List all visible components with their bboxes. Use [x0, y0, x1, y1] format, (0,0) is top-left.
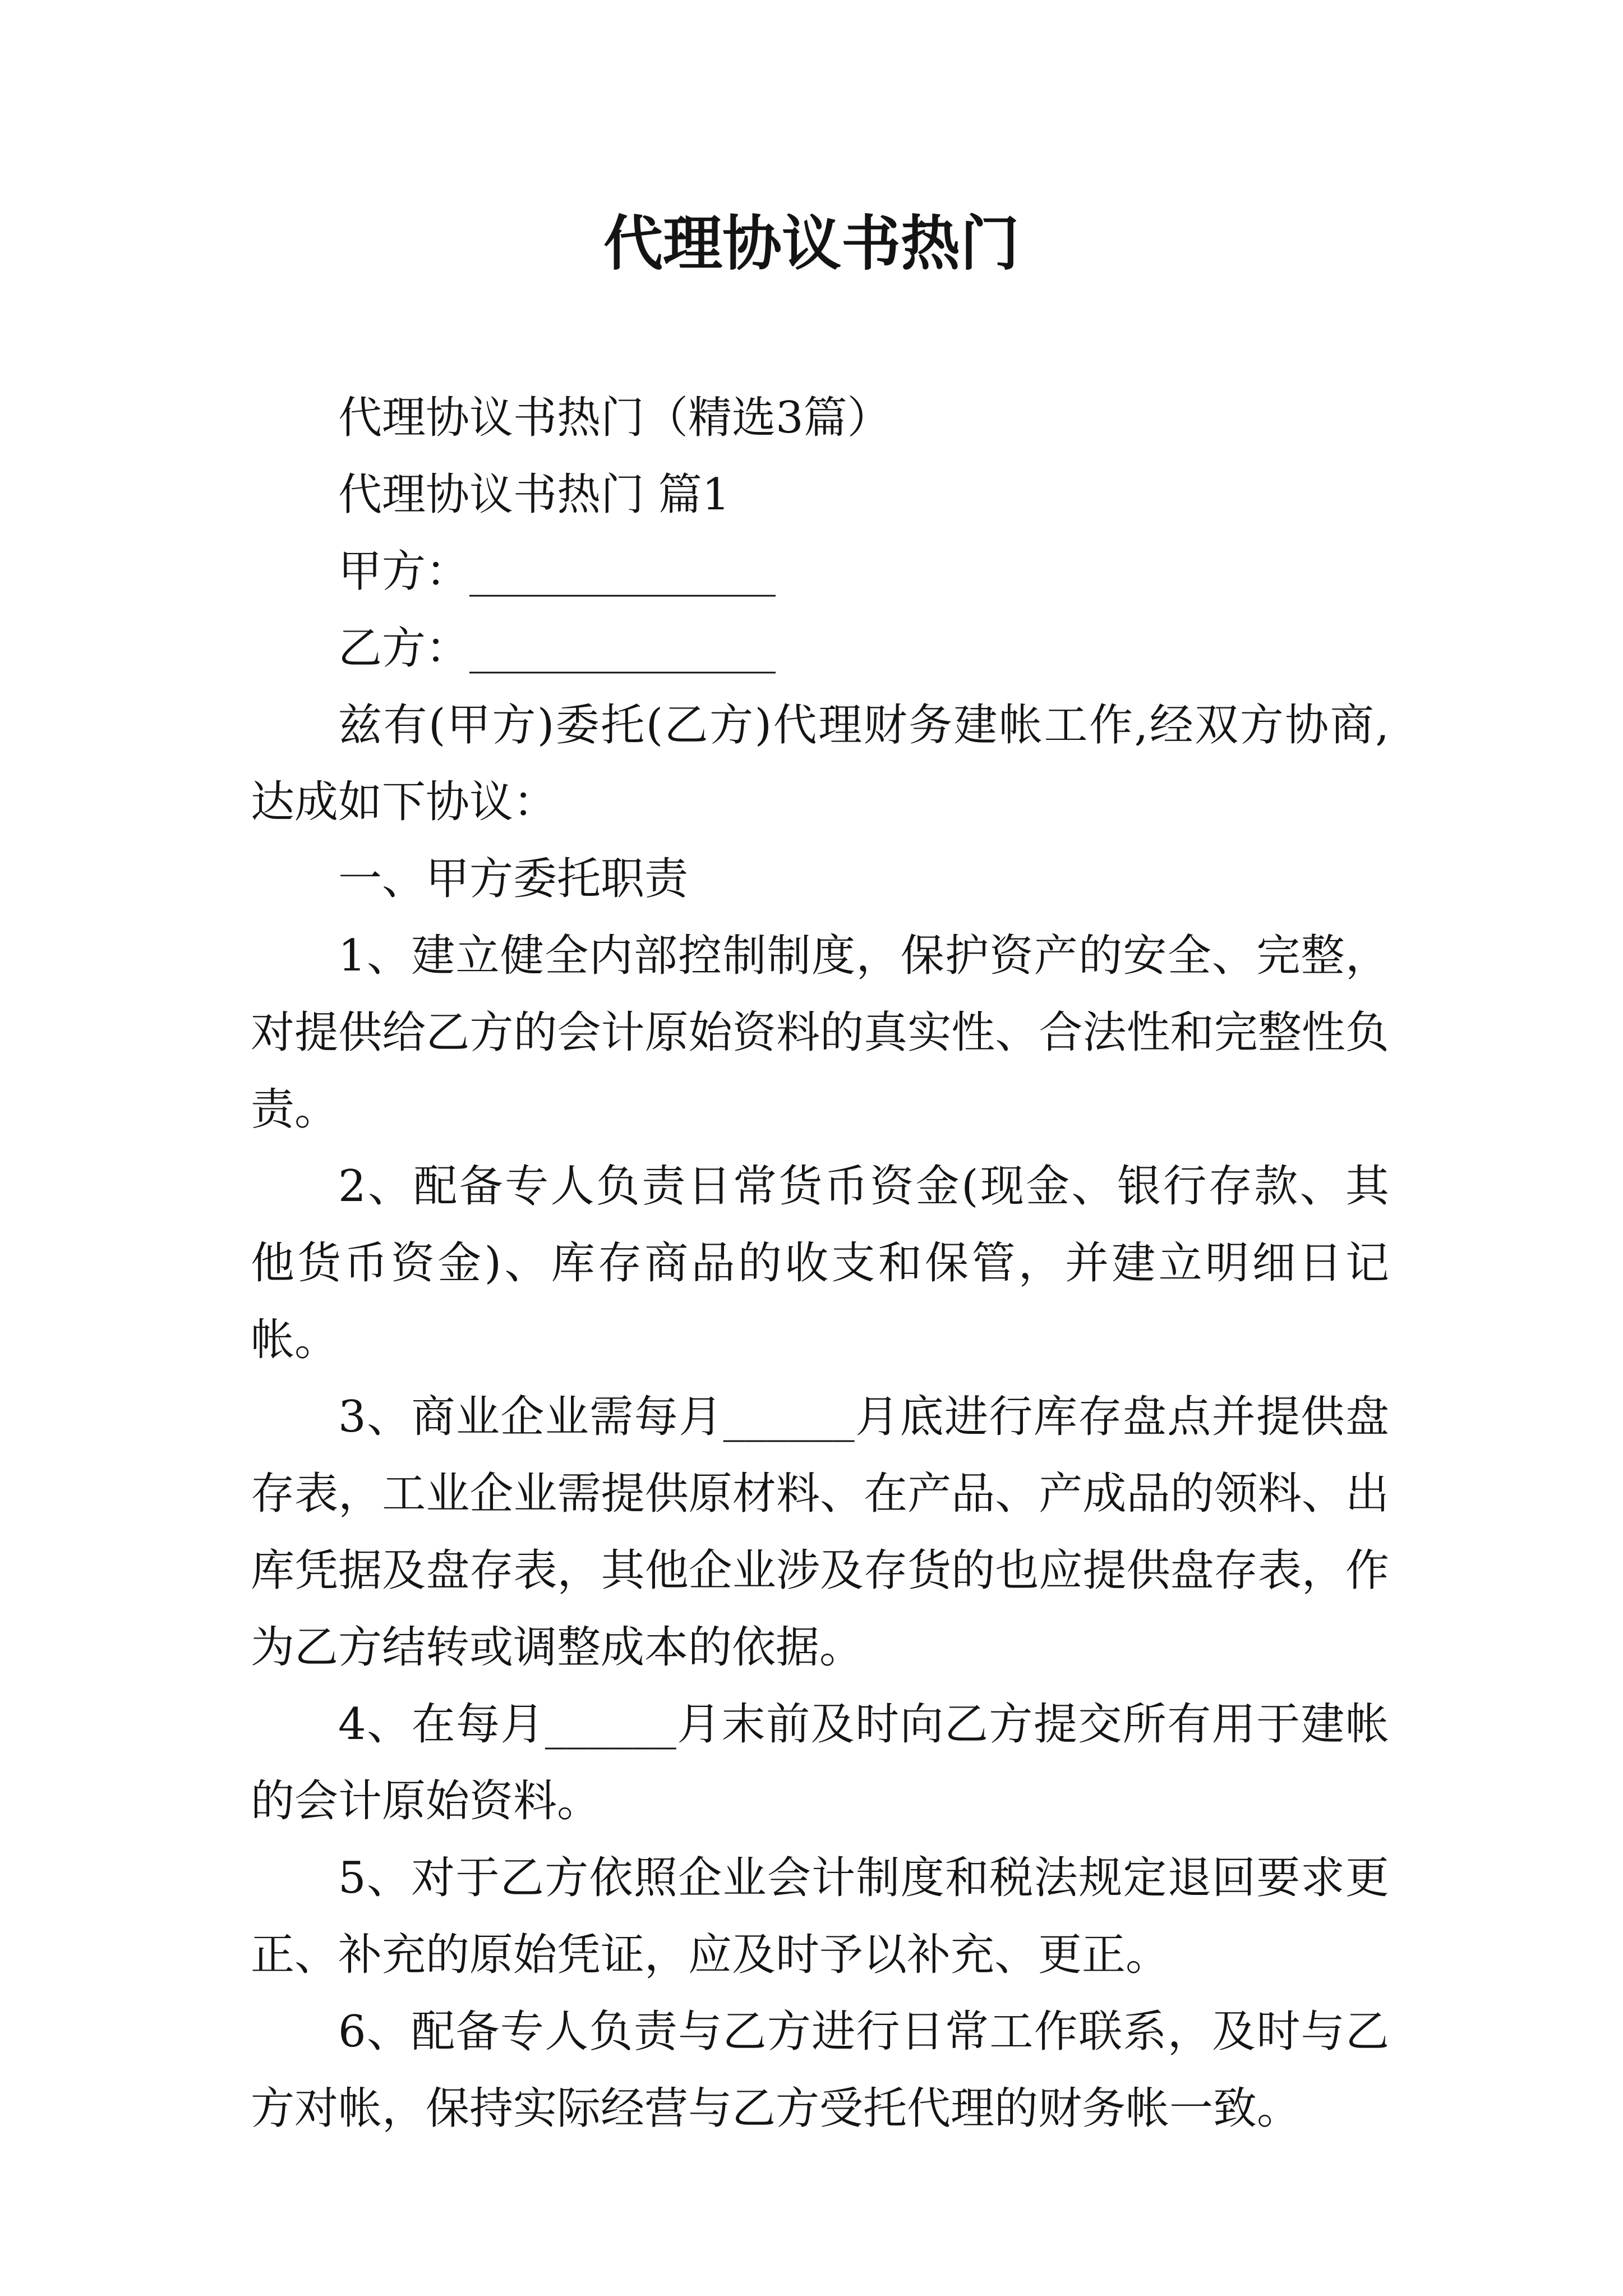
article-heading: 代理协议书热门 篇1 — [338, 470, 730, 520]
clause-6: 6、配备专人负责与乙方进行日常工作联系，及时与乙方对帐，保持实际经营与乙方受托代理的财务帐一致。 — [251, 2007, 1389, 2134]
page-title: 代理协议书热门 — [603, 208, 1020, 278]
clause-1: 1、建立健全内部控制制度，保护资产的安全、完整，对提供给乙方的会计原始资料的真实性、合法性和完整性负责。 — [251, 931, 1389, 1135]
document-body — [251, 380, 1389, 2147]
document-subtitle: 代理协议书热门（精选3篇） — [338, 393, 891, 443]
intro-paragraph: 兹有(甲方)委托(乙方)代理财务建帐工作,经双方协商,达成如下协议： — [251, 700, 1389, 827]
party-b-line: 乙方：______________ — [338, 623, 776, 674]
clause-2: 2、配备专人负责日常货币资金(现金、银行存款、其他货币资金)、库存商品的收支和保管，并建立明细日记帐。 — [251, 1161, 1389, 1365]
clause-5: 5、对于乙方依照企业会计制度和税法规定退回要求更正、补充的原始凭证，应及时予以补充、更正。 — [251, 1853, 1389, 1980]
clause-4: 4、在每月______月末前及时向乙方提交所有用于建帐的会计原始资料。 — [251, 1699, 1389, 1826]
party-a-line: 甲方：______________ — [338, 546, 776, 597]
section-heading: 一、甲方委托职责 — [338, 854, 689, 904]
clause-3: 3、商业企业需每月______月底进行库存盘点并提供盘存表，工业企业需提供原材料、在产品、产成品的领料、出库凭据及盘存表，其他企业涉及存货的也应提供盘存表，作为乙方结转或调整成本的依据。 — [251, 1392, 1389, 1673]
